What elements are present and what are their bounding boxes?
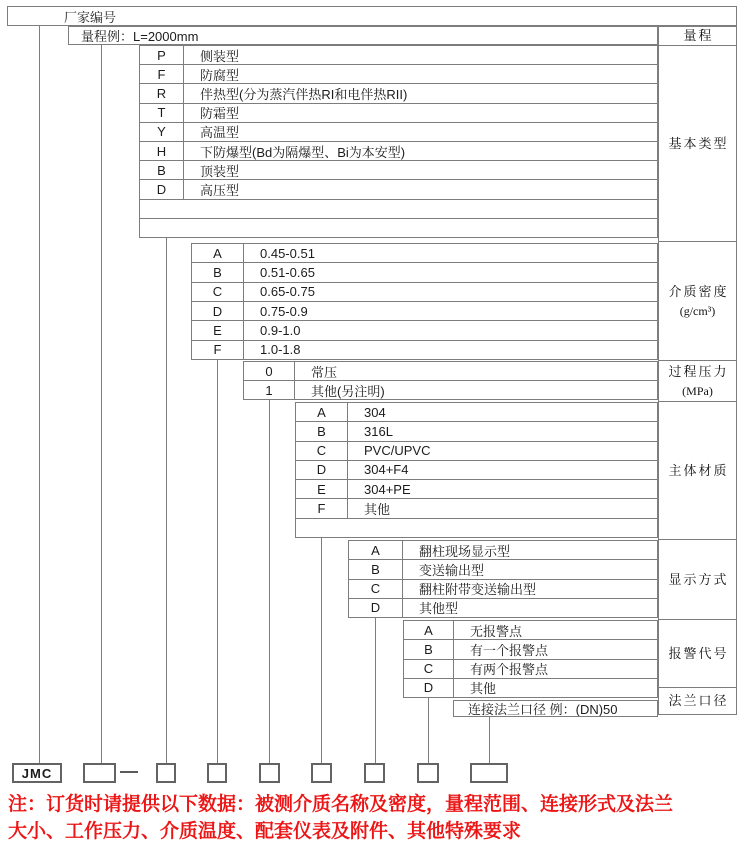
desc-cell: 防霜型 xyxy=(200,106,240,122)
desc-cell: 侧装型 xyxy=(200,48,240,64)
code-cell: C xyxy=(192,283,244,301)
table-row xyxy=(296,461,657,480)
code-cell: B xyxy=(192,263,244,281)
table-row xyxy=(296,442,657,461)
desc-cell: 其他型 xyxy=(419,601,459,617)
model-box-material xyxy=(311,763,332,783)
table-row-empty xyxy=(140,200,657,219)
display-mode-table xyxy=(348,540,658,618)
pressure-unit: (MPa) xyxy=(682,383,713,398)
code-cell: E xyxy=(192,321,244,339)
desc-cell: 无报警点 xyxy=(470,623,523,639)
desc-cell: 防腐型 xyxy=(200,67,240,83)
connector-line-alarm xyxy=(428,698,429,763)
model-box-density xyxy=(207,763,227,783)
connector-line-density xyxy=(217,360,218,763)
desc-cell: 有一个报警点 xyxy=(470,642,549,658)
code-cell: D xyxy=(349,599,403,617)
code-cell: F xyxy=(140,65,184,83)
desc-cell: 0.75-0.9 xyxy=(260,303,308,319)
table-row xyxy=(349,580,657,599)
code-cell: 1 xyxy=(244,381,295,399)
code-cell: D xyxy=(296,461,348,479)
connector-line-manufacturer xyxy=(39,26,40,763)
desc-cell: 316L xyxy=(364,423,393,439)
code-cell: C xyxy=(296,442,348,460)
code-cell: D xyxy=(140,180,184,198)
model-prefix-label: JMC xyxy=(21,765,53,781)
code-cell: C xyxy=(349,580,403,598)
desc-cell: 0.51-0.65 xyxy=(260,264,315,280)
desc-cell: 304+PE xyxy=(364,481,411,497)
label-flange-size: 法兰口径 xyxy=(668,693,729,709)
table-row xyxy=(404,679,657,697)
model-prefix-box xyxy=(12,763,62,783)
label-range: 量程 xyxy=(659,27,736,46)
basic-type-table xyxy=(139,45,658,238)
desc-cell: 翻柱现场显示型 xyxy=(419,543,511,559)
code-cell: F xyxy=(192,341,244,359)
code-cell: T xyxy=(140,104,184,122)
alarm-code-table xyxy=(403,620,658,698)
range-example-cell xyxy=(68,26,658,45)
desc-cell: 有两个报警点 xyxy=(470,662,549,678)
table-row xyxy=(296,499,657,518)
connector-line-basic xyxy=(166,238,167,763)
category-label-column xyxy=(658,26,737,715)
table-row xyxy=(192,302,657,321)
model-box-range xyxy=(83,763,116,783)
table-row xyxy=(192,244,657,263)
flange-size-row xyxy=(453,700,658,717)
table-row xyxy=(404,621,657,640)
table-row xyxy=(192,263,657,282)
table-row xyxy=(192,283,657,302)
table-row xyxy=(140,180,657,199)
density-unit: (g/cm³) xyxy=(679,303,716,318)
table-row xyxy=(140,142,657,161)
code-cell: B xyxy=(349,560,403,578)
label-medium-density: 介质密度 (g/cm³) xyxy=(659,242,736,361)
desc-cell: 翻柱附带变送输出型 xyxy=(419,582,537,598)
code-cell: A xyxy=(349,541,403,559)
table-row xyxy=(454,701,657,716)
connector-line-material xyxy=(321,538,322,763)
model-box-alarm xyxy=(417,763,439,783)
code-cell xyxy=(296,519,348,537)
table-row xyxy=(404,660,657,679)
table-row xyxy=(192,321,657,340)
connector-line-flange xyxy=(489,717,490,763)
manufacturer-number-cell xyxy=(7,6,737,26)
table-row xyxy=(140,65,657,84)
desc-cell: 高温型 xyxy=(200,125,240,141)
table-row xyxy=(296,480,657,499)
code-cell: P xyxy=(140,46,184,64)
table-row xyxy=(140,161,657,180)
ordering-note-line2: 大小、工作压力、介质温度、配套仪表及附件、其他特殊要求 xyxy=(8,821,522,842)
code-cell: F xyxy=(296,499,348,517)
code-cell: H xyxy=(140,142,184,160)
desc-cell: 304 xyxy=(364,404,386,420)
desc-cell: 连接法兰口径 例：(DN)50 xyxy=(468,702,618,716)
table-row xyxy=(140,46,657,65)
code-cell: B xyxy=(140,161,184,179)
code-cell: A xyxy=(296,403,348,421)
model-box-pressure xyxy=(259,763,280,783)
model-box-flange xyxy=(470,763,508,783)
table-row xyxy=(140,84,657,103)
code-cell: E xyxy=(296,480,348,498)
table-row xyxy=(296,422,657,441)
pressure-table xyxy=(243,361,658,400)
table-row xyxy=(349,541,657,560)
range-example-label: 量程例：L=2000mm xyxy=(81,29,199,44)
ordering-note-line1: 注：订货时请提供以下数据：被测介质名称及密度，量程范围、连接形式及法兰 xyxy=(8,794,674,815)
manufacturer-number-label: 厂家编号 xyxy=(64,9,117,25)
desc-cell: 变送输出型 xyxy=(419,562,485,578)
desc-cell: 下防爆型(Bd为隔爆型、Bi为本安型) xyxy=(200,144,406,160)
table-row xyxy=(140,123,657,142)
code-cell: C xyxy=(404,660,454,678)
desc-cell: 304+F4 xyxy=(364,462,409,478)
connector-line-range xyxy=(101,45,102,763)
desc-cell: 0.65-0.75 xyxy=(260,284,315,300)
desc-cell: 顶装型 xyxy=(200,163,240,179)
code-cell: A xyxy=(404,621,454,639)
ordering-note xyxy=(8,791,745,845)
code-cell: B xyxy=(296,422,348,440)
desc-cell: 常压 xyxy=(311,364,338,380)
desc-cell: 其他 xyxy=(364,502,391,518)
table-row xyxy=(349,560,657,579)
model-box-display xyxy=(364,763,385,783)
table-row xyxy=(140,104,657,123)
table-row-empty xyxy=(296,519,657,537)
code-cell: B xyxy=(404,640,454,658)
code-cell: Y xyxy=(140,123,184,141)
label-process-pressure: 过程压力 (MPa) xyxy=(659,361,736,402)
desc-cell xyxy=(184,200,657,218)
label-basic-type: 基本类型 xyxy=(659,46,736,242)
label-alarm-code: 报警代号 xyxy=(659,620,736,688)
table-row xyxy=(404,640,657,659)
code-cell: A xyxy=(192,244,244,262)
desc-cell: 0.45-0.51 xyxy=(260,245,315,261)
connector-line-pressure xyxy=(269,400,270,763)
desc-cell xyxy=(184,219,657,237)
code-cell: 0 xyxy=(244,362,295,380)
desc-cell: PVC/UPVC xyxy=(364,443,431,459)
code-cell: R xyxy=(140,84,184,102)
table-row-empty xyxy=(140,219,657,237)
code-cell: D xyxy=(404,679,454,697)
connector-line-display xyxy=(375,618,376,763)
desc-cell: 其他 xyxy=(470,681,497,697)
code-cell: D xyxy=(192,302,244,320)
model-box-basic-type xyxy=(156,763,176,783)
material-table xyxy=(295,402,658,538)
label-display-mode: 显示方式 xyxy=(659,540,736,620)
label-body-material: 主体材质 xyxy=(659,402,736,540)
table-row xyxy=(244,381,657,399)
dash-separator xyxy=(120,771,138,773)
table-row xyxy=(192,341,657,359)
desc-cell: 0.9-1.0 xyxy=(260,322,301,338)
code-cell xyxy=(140,200,184,218)
desc-cell: 1.0-1.8 xyxy=(260,342,301,358)
table-row xyxy=(349,599,657,617)
desc-cell: 其他(另注明) xyxy=(311,383,385,399)
table-row xyxy=(244,362,657,381)
code-cell xyxy=(140,219,184,237)
desc-cell xyxy=(348,519,657,537)
density-table xyxy=(191,243,658,360)
desc-cell: 伴热型(分为蒸汽伴热RI和电伴热RII) xyxy=(200,87,408,103)
desc-cell: 高压型 xyxy=(200,183,240,199)
table-row xyxy=(296,403,657,422)
